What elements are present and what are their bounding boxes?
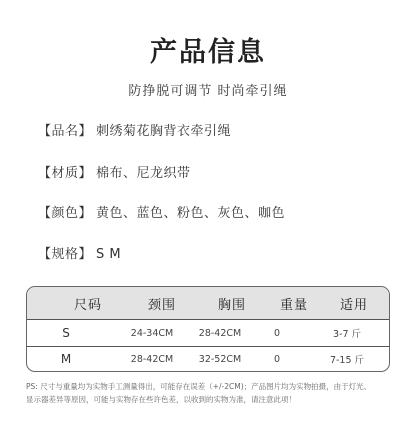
spec-label: 【规格】 — [38, 247, 93, 262]
spec-value: 棉布、尼龙织带 — [96, 166, 191, 181]
cell-weight: 0 — [273, 327, 281, 339]
measurement-note — [26, 380, 396, 406]
cell-weight: 0 — [273, 353, 281, 365]
spec-value: 黄色、蓝色、粉色、灰色、咖色 — [96, 206, 286, 221]
header-neck: 颈围 — [147, 297, 176, 313]
table-row — [27, 320, 389, 347]
cell-fit: 3-7 斤 — [332, 329, 362, 340]
cell-size: M — [60, 352, 72, 366]
table-header-row — [27, 287, 389, 320]
spec-material — [38, 162, 191, 181]
spec-label: 【材质】 — [38, 166, 93, 181]
page-subtitle: 防挣脱可调节 时尚牵引绳 — [128, 84, 288, 99]
table-row — [27, 346, 389, 372]
spec-label: 【品名】 — [38, 124, 93, 139]
header-size: 尺码 — [73, 297, 102, 313]
cell-neck: 28-42CM — [130, 353, 174, 365]
spec-value: S M — [96, 247, 122, 262]
spec-label: 【颜色】 — [38, 206, 93, 221]
note-line: 显示器差异等原因，可能与实物存在些许色差，以收到的实物为准，请注意此项！ — [26, 395, 296, 404]
cell-chest: 32-52CM — [198, 353, 242, 365]
spec-size — [38, 243, 121, 262]
spec-name — [38, 120, 231, 139]
cell-neck: 24-34CM — [130, 327, 174, 339]
cell-fit: 7-15 斤 — [329, 355, 365, 366]
spec-value: 刺绣菊花胸背衣牵引绳 — [96, 124, 232, 139]
page-title: 产品信息 — [150, 37, 266, 68]
header-fit: 适用 — [339, 297, 368, 313]
header-chest: 胸围 — [217, 297, 246, 313]
cell-chest: 28-42CM — [198, 327, 242, 339]
cell-size: S — [62, 326, 70, 340]
size-table — [26, 286, 390, 372]
spec-color — [38, 202, 285, 221]
note-line: PS: 尺寸与重量均为实物手工测量得出，可能存在误差（+/-2CM)；产品图片均为实物拍摄，由于灯光、 — [26, 382, 372, 391]
header-weight: 重量 — [279, 297, 308, 313]
